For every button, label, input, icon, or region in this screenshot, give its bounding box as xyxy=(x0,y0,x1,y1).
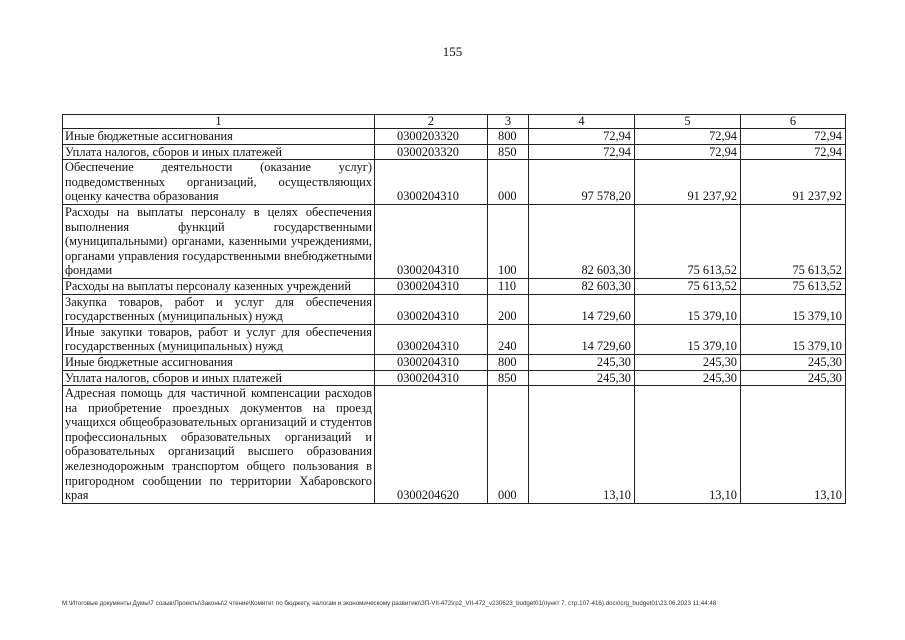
amount-col6-cell: 245,30 xyxy=(741,370,846,386)
amount-col5-cell: 13,10 xyxy=(635,386,741,504)
expense-type-cell: 100 xyxy=(488,204,529,278)
expense-name-cell: Иные бюджетные ассигнования xyxy=(63,129,375,145)
amount-col6-cell: 72,94 xyxy=(741,144,846,160)
amount-col6-cell: 15 379,10 xyxy=(741,294,846,324)
target-code-cell: 0300204620 xyxy=(375,386,488,504)
target-code-cell: 0300204310 xyxy=(375,160,488,205)
expense-type-cell: 800 xyxy=(488,129,529,145)
target-code-cell: 0300204310 xyxy=(375,278,488,294)
column-header: 2 xyxy=(375,115,488,129)
amount-col5-cell: 75 613,52 xyxy=(635,204,741,278)
amount-col5-cell: 245,30 xyxy=(635,370,741,386)
amount-col4-cell: 13,10 xyxy=(529,386,635,504)
amount-col4-cell: 245,30 xyxy=(529,354,635,370)
target-code-cell: 0300204310 xyxy=(375,204,488,278)
table-row xyxy=(63,144,846,160)
expense-name-cell: Уплата налогов, сборов и иных платежей xyxy=(63,144,375,160)
expense-type-cell: 200 xyxy=(488,294,529,324)
expense-name-cell: Иные бюджетные ассигнования xyxy=(63,354,375,370)
table-row xyxy=(63,294,846,324)
target-code-cell: 0300204310 xyxy=(375,294,488,324)
expense-name-cell: Обеспечение деятельности (оказание услуг) подведомственных организаций, осуществляющих оценку качества образования xyxy=(63,160,375,205)
amount-col4-cell: 72,94 xyxy=(529,129,635,145)
target-code-cell: 0300204310 xyxy=(375,370,488,386)
amount-col5-cell: 91 237,92 xyxy=(635,160,741,205)
amount-col6-cell: 75 613,52 xyxy=(741,204,846,278)
expense-type-cell: 850 xyxy=(488,144,529,160)
table-row xyxy=(63,278,846,294)
amount-col6-cell: 245,30 xyxy=(741,354,846,370)
column-header: 3 xyxy=(488,115,529,129)
amount-col4-cell: 14 729,60 xyxy=(529,294,635,324)
table-row xyxy=(63,370,846,386)
amount-col6-cell: 91 237,92 xyxy=(741,160,846,205)
amount-col5-cell: 245,30 xyxy=(635,354,741,370)
page-number: 155 xyxy=(442,44,463,59)
table-row xyxy=(63,204,846,278)
amount-col5-cell: 72,94 xyxy=(635,129,741,145)
expense-name-cell: Расходы на выплаты персоналу казенных учреждений xyxy=(63,278,375,294)
amount-col4-cell: 245,30 xyxy=(529,370,635,386)
expense-type-cell: 800 xyxy=(488,354,529,370)
table-row xyxy=(63,160,846,205)
target-code-cell: 0300203320 xyxy=(375,129,488,145)
expense-name-cell: Уплата налогов, сборов и иных платежей xyxy=(63,370,375,386)
amount-col5-cell: 15 379,10 xyxy=(635,324,741,354)
amount-col6-cell: 72,94 xyxy=(741,129,846,145)
expense-type-cell: 240 xyxy=(488,324,529,354)
column-header: 4 xyxy=(529,115,635,129)
expense-type-cell: 000 xyxy=(488,160,529,205)
table-row xyxy=(63,324,846,354)
amount-col5-cell: 72,94 xyxy=(635,144,741,160)
table-row xyxy=(63,386,846,504)
expense-type-cell: 000 xyxy=(488,386,529,504)
amount-col4-cell: 82 603,30 xyxy=(529,204,635,278)
column-header: 1 xyxy=(63,115,375,129)
amount-col4-cell: 14 729,60 xyxy=(529,324,635,354)
target-code-cell: 0300204310 xyxy=(375,324,488,354)
table-row xyxy=(63,129,846,145)
document-file-path: M:\Итоговые документы Думы\7 созыв\Проекты\Законы\2 чтение\Комитет по бюджету, налогам и экономическому развитию\ЗП-VII-472\гр2_VII-472_v230623_budget01(пункт 7, стр.107-416).docx\сrg_budget01\23.06.2023 11:44:48 xyxy=(62,600,717,607)
target-code-cell: 0300203320 xyxy=(375,144,488,160)
amount-col6-cell: 13,10 xyxy=(741,386,846,504)
expense-name-cell: Закупка товаров, работ и услуг для обеспечения государственных (муниципальных) нужд xyxy=(63,294,375,324)
expense-name-cell: Расходы на выплаты персоналу в целях обеспечения выполнения функций государственными (муниципальными) органами, казенными учреждениями, органами управления государственными внебюджетными фондами xyxy=(63,204,375,278)
expense-type-cell: 110 xyxy=(488,278,529,294)
amount-col4-cell: 97 578,20 xyxy=(529,160,635,205)
expense-name-cell: Адресная помощь для частичной компенсации расходов на приобретение проездных документов на проезд учащихся общеобразовательных организаций и студентов профессиональных образовательных организаций и образовательных организаций высшего образования железнодорожным транспортом общего пользования в пригородном сообщении по территории Хабаровского края xyxy=(63,386,375,504)
amount-col5-cell: 15 379,10 xyxy=(635,294,741,324)
expense-name-cell: Иные закупки товаров, работ и услуг для обеспечения государственных (муниципальных) нужд xyxy=(63,324,375,354)
amount-col6-cell: 15 379,10 xyxy=(741,324,846,354)
amount-col4-cell: 82 603,30 xyxy=(529,278,635,294)
amount-col6-cell: 75 613,52 xyxy=(741,278,846,294)
budget-table xyxy=(62,114,846,504)
table-row xyxy=(63,354,846,370)
column-header: 6 xyxy=(741,115,846,129)
table-header-row xyxy=(63,115,846,129)
column-header: 5 xyxy=(635,115,741,129)
amount-col4-cell: 72,94 xyxy=(529,144,635,160)
target-code-cell: 0300204310 xyxy=(375,354,488,370)
amount-col5-cell: 75 613,52 xyxy=(635,278,741,294)
expense-type-cell: 850 xyxy=(488,370,529,386)
